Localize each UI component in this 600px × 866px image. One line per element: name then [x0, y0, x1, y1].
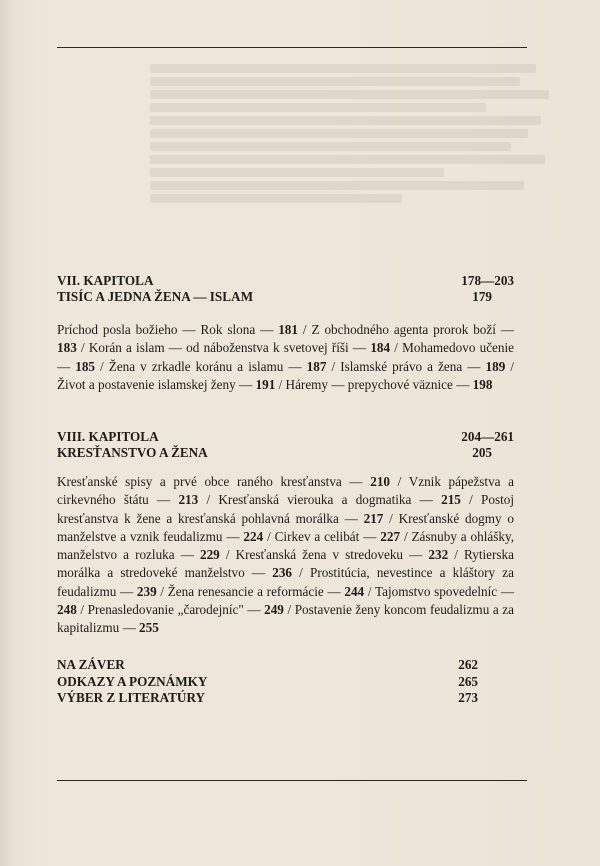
top-rule: [57, 47, 527, 48]
entry: Kresťanské dogmy o manželstve a vznik feudalizmu: [57, 510, 515, 544]
entry-page: 227: [380, 528, 401, 544]
entry-page: 215: [441, 492, 461, 508]
entry: Kresťanská žena v stredoveku: [235, 547, 404, 563]
entry: Prenasledovanie „čarodejníc": [87, 602, 244, 618]
entry-page: 248: [57, 602, 77, 618]
entry-page: 232: [428, 547, 449, 563]
entry: Postoj kresťanstva k žene a kresťanská pohlavná morálka: [57, 492, 515, 526]
entry-page: 229: [199, 547, 220, 563]
entry: Rytierska morálka a stredoveké manželstvo: [57, 547, 514, 581]
entry: Korán a islam — od náboženstva k svetovej říši: [88, 340, 349, 356]
end-section-page: 265: [458, 673, 478, 689]
chapter-7-title-page: 179: [472, 289, 492, 304]
entry-page: 217: [363, 510, 384, 526]
entry: Mohamedovo učenie: [402, 340, 515, 356]
entry-page: 189: [485, 358, 506, 374]
entry: Prostitúcia, nevestince a kláštory za feudalizmu: [57, 565, 515, 599]
entry: Cirkev a celibát: [274, 528, 360, 544]
entry-page: 249: [264, 602, 284, 618]
entry: Kresťanská vierouka a dogmatika: [218, 492, 412, 508]
entry-page: 213: [178, 492, 199, 508]
entry: Príchod posla božieho: [57, 322, 178, 337]
entry-page: 185: [75, 358, 96, 374]
entry: Háremy — prepychové väznice: [285, 376, 453, 392]
entry: Žena v zrkadle koránu a islamu: [108, 358, 284, 374]
entry: Rok slona: [200, 322, 256, 337]
end-section-page: 273: [458, 690, 478, 705]
chapter-8-contents: Kresťanské spisy a prvé obce raného kresťanstva — 210 / Vznik pápežstva a cirkevného štátu — 213 / Kresťanská vierouka a dogmatika — 215 / Postoj kresťanstva k žene a kresťanská pohlavná morálka — 217 / Kresťanské dogmy o manželstve a vznik feudalizmu — 224 / Cirkev a celibát — 227 / Zásnuby a ohlášky, manželstvo a rozluka — 229 / Kresťanská žena v stredoveku — 232 / Rytierska morálka a stredoveké manželstvo — 236 / Prostitúcia, nevestince a kláštory za feudalizmu — 239 / Žena renesancie a reformácie — 244 / Tajomstvo spovedelníc — 248 / Prenasledovanie „čarodejníc" — 249 / Postavenie ženy koncom feudalizmu a za kapitalizmu — 255: [57, 474, 515, 636]
end-section-row: [57, 657, 478, 674]
entry: Postavenie ženy koncom feudalizmu a za kapitalizmu: [57, 602, 514, 636]
bottom-rule: [57, 780, 527, 781]
entry-page: 210: [370, 474, 390, 489]
show-through-text: [150, 60, 570, 240]
entry: Život a postavenie islamskej ženy: [57, 376, 236, 392]
end-section-title: NA ZÁVER: [57, 657, 125, 672]
chapter-8-heading: [57, 429, 514, 461]
entry: Žena renesancie a reformácie: [167, 583, 324, 599]
entry-page: 191: [255, 376, 276, 392]
chapter-8-title: KRESŤANSTVO A ŽENA: [57, 445, 208, 460]
entry-page: 184: [370, 340, 391, 356]
entry-page: 187: [306, 358, 327, 374]
chapter-8-title-page: 205: [472, 445, 492, 460]
end-section-page: 262: [458, 657, 478, 672]
entry: Zásnuby a ohlášky, manželstvo a rozluka: [57, 528, 515, 563]
entry-page: 181: [278, 322, 298, 337]
entry-page: 183: [57, 340, 77, 356]
entry-page: 224: [243, 528, 264, 544]
entry: Vznik pápežstva a cirkevného štátu: [57, 474, 515, 508]
chapter-7-contents: Príchod posla božieho — Rok slona — 181 / Z obchodného agenta prorok boží — 183 / Korán a islam — od náboženstva k svetovej říši — 184 / Mohamedovo učenie — 185 / Žena v zrkadle koránu a islamu — 187 / Islamské právo a žena — 189 / Život a postavenie islamskej ženy — 191 / Háremy — prepychové väznice — 198: [57, 322, 515, 392]
entry: Z obchodného agenta prorok boží: [311, 322, 496, 337]
end-section-title: VÝBER Z LITERATÚRY: [57, 690, 206, 705]
end-section-row: [57, 674, 478, 691]
chapter-7-title: TISÍC A JEDNA ŽENA — ISLAM: [57, 289, 254, 304]
chapter-7-heading: [57, 273, 514, 305]
entry: Kresťanské spisy a prvé obce raného kresťanstva: [57, 474, 342, 489]
entry: Tajomstvo spovedelníc: [374, 583, 498, 599]
entry-page: 244: [344, 583, 365, 599]
chapter-8-range: 204—261: [461, 429, 514, 444]
entry-page: 236: [272, 565, 292, 581]
end-sections: [57, 657, 478, 707]
chapter-7-label: VII. KAPITOLA: [57, 273, 154, 288]
end-section-row: [57, 690, 478, 707]
chapter-8-label: VIII. KAPITOLA: [57, 429, 159, 444]
chapter-7-range: 178—203: [461, 273, 514, 288]
entry-page: 255: [139, 620, 159, 636]
end-section-title: ODKAZY A POZNÁMKY: [57, 673, 208, 689]
entry-page: 198: [472, 376, 493, 392]
entry-page: 239: [136, 583, 157, 599]
entry: Islamské právo a žena: [340, 358, 463, 374]
